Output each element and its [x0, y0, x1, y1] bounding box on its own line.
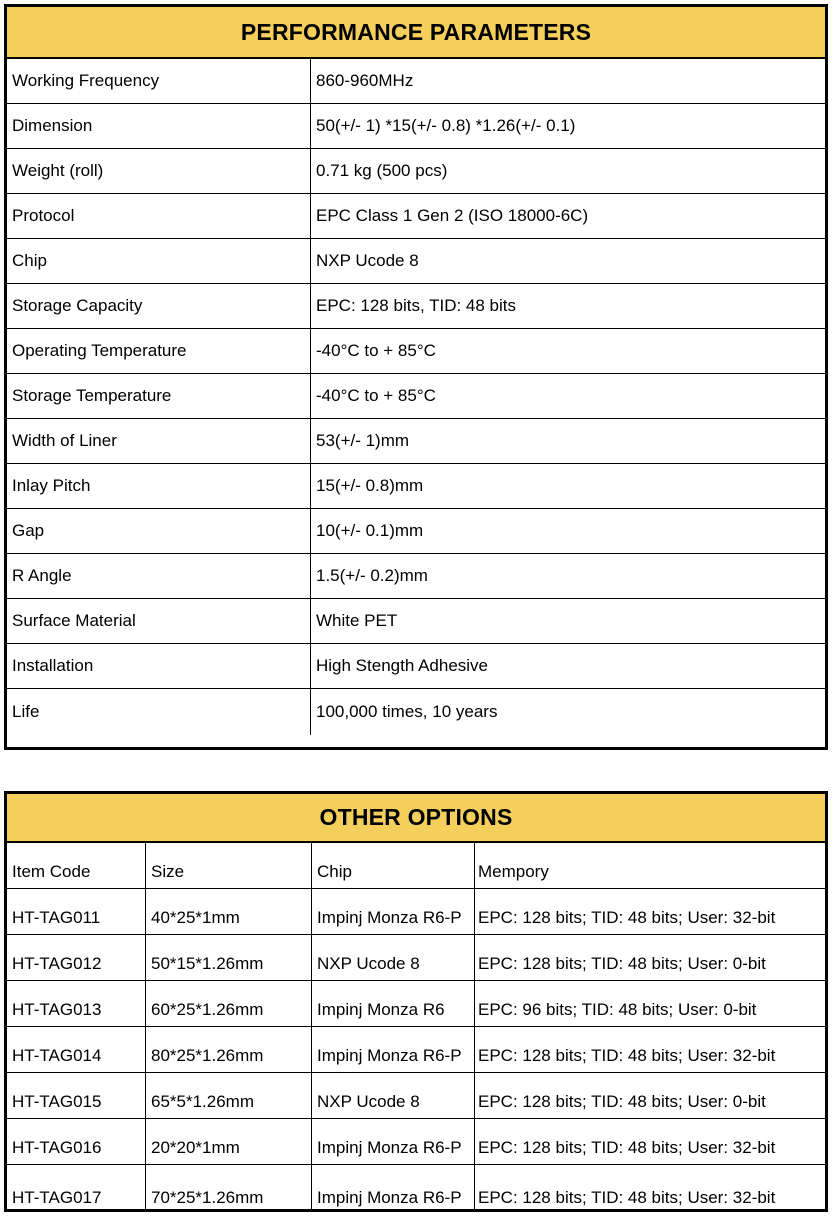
performance-rows	[7, 59, 825, 735]
param-value: High Stength Adhesive	[310, 644, 825, 688]
options-rows	[7, 843, 825, 1210]
table-row	[7, 104, 825, 149]
param-label: Inlay Pitch	[12, 476, 91, 495]
chip-cell: Impinj Monza R6-P	[311, 1119, 474, 1164]
table-row	[7, 419, 825, 464]
table-row	[7, 509, 825, 554]
table-row	[7, 1027, 825, 1073]
table-row	[7, 1165, 825, 1210]
param-label: Installation	[12, 656, 94, 675]
param-value: 53(+/- 1)mm	[310, 419, 825, 463]
chip-cell: NXP Ucode 8	[311, 935, 474, 980]
memory-cell: EPC: 128 bits; TID: 48 bits; User: 32-bit	[474, 1027, 825, 1072]
size-cell: 60*25*1.26mm	[145, 981, 311, 1026]
param-value: NXP Ucode 8	[310, 239, 825, 283]
table-row	[7, 464, 825, 509]
param-label: Storage Temperature	[12, 386, 172, 405]
param-value: -40°C to + 85°C	[310, 374, 825, 418]
table-row	[7, 1119, 825, 1165]
table-row	[7, 935, 825, 981]
param-value: White PET	[310, 599, 825, 643]
param-label: Working Frequency	[12, 71, 160, 90]
size-cell: 40*25*1mm	[145, 889, 311, 934]
param-value: 15(+/- 0.8)mm	[310, 464, 825, 508]
item-code-cell: HT-TAG011	[12, 908, 101, 927]
param-value: 1.5(+/- 0.2)mm	[310, 554, 825, 598]
item-code-cell: HT-TAG015	[12, 1092, 102, 1111]
item-code-cell: HT-TAG017	[12, 1188, 102, 1207]
param-label: Weight (roll)	[12, 161, 104, 180]
param-value: 860-960MHz	[310, 59, 825, 103]
param-value: 100,000 times, 10 years	[310, 689, 825, 735]
table-row	[7, 329, 825, 374]
column-header-item-code: Item Code	[12, 862, 91, 881]
table-row	[7, 689, 825, 735]
memory-cell: EPC: 128 bits; TID: 48 bits; User: 0-bit	[474, 935, 825, 980]
item-code-cell: HT-TAG016	[12, 1138, 102, 1157]
column-header-size: Size	[145, 843, 311, 888]
memory-cell: EPC: 96 bits; TID: 48 bits; User: 0-bit	[474, 981, 825, 1026]
table-row	[7, 599, 825, 644]
table-row	[7, 374, 825, 419]
memory-cell: EPC: 128 bits; TID: 48 bits; User: 0-bit	[474, 1073, 825, 1118]
column-header-chip: Chip	[311, 843, 474, 888]
param-value: 10(+/- 0.1)mm	[310, 509, 825, 553]
memory-cell: EPC: 128 bits; TID: 48 bits; User: 32-bit	[474, 1165, 825, 1210]
param-label: Dimension	[12, 116, 93, 135]
table-row	[7, 981, 825, 1027]
table-row	[7, 554, 825, 599]
options-table-title: OTHER OPTIONS	[7, 794, 825, 843]
param-label: Storage Capacity	[12, 296, 143, 315]
param-label: Surface Material	[12, 611, 136, 630]
size-cell: 80*25*1.26mm	[145, 1027, 311, 1072]
table-row	[7, 889, 825, 935]
param-value: 0.71 kg (500 pcs)	[310, 149, 825, 193]
param-label: Width of Liner	[12, 431, 117, 450]
item-code-cell: HT-TAG013	[12, 1000, 102, 1019]
column-header-memory: Mempory	[474, 843, 825, 888]
memory-cell: EPC: 128 bits; TID: 48 bits; User: 32-bit	[474, 1119, 825, 1164]
size-cell: 70*25*1.26mm	[145, 1165, 311, 1210]
chip-cell: Impinj Monza R6-P	[311, 1027, 474, 1072]
chip-cell: NXP Ucode 8	[311, 1073, 474, 1118]
size-cell: 65*5*1.26mm	[145, 1073, 311, 1118]
param-label: Chip	[12, 251, 47, 270]
param-value: 50(+/- 1) *15(+/- 0.8) *1.26(+/- 0.1)	[310, 104, 825, 148]
param-label: Protocol	[12, 206, 75, 225]
param-value: -40°C to + 85°C	[310, 329, 825, 373]
size-cell: 50*15*1.26mm	[145, 935, 311, 980]
table-row	[7, 239, 825, 284]
size-cell: 20*20*1mm	[145, 1119, 311, 1164]
performance-table-title: PERFORMANCE PARAMETERS	[7, 7, 825, 59]
table-header-row	[7, 843, 825, 889]
table-row	[7, 1073, 825, 1119]
param-value: EPC Class 1 Gen 2 (ISO 18000-6C)	[310, 194, 825, 238]
param-label: R Angle	[12, 566, 72, 585]
table-row	[7, 59, 825, 104]
item-code-cell: HT-TAG014	[12, 1046, 102, 1065]
table-row	[7, 644, 825, 689]
other-options-table	[4, 791, 828, 1212]
table-row	[7, 284, 825, 329]
table-row	[7, 149, 825, 194]
chip-cell: Impinj Monza R6-P	[311, 889, 474, 934]
param-label: Life	[12, 702, 40, 721]
chip-cell: Impinj Monza R6	[311, 981, 474, 1026]
param-value: EPC: 128 bits, TID: 48 bits	[310, 284, 825, 328]
param-label: Operating Temperature	[12, 341, 187, 360]
performance-parameters-table	[4, 4, 828, 750]
memory-cell: EPC: 128 bits; TID: 48 bits; User: 32-bit	[474, 889, 825, 934]
item-code-cell: HT-TAG012	[12, 954, 102, 973]
chip-cell: Impinj Monza R6-P	[311, 1165, 474, 1210]
param-label: Gap	[12, 521, 45, 540]
table-row	[7, 194, 825, 239]
